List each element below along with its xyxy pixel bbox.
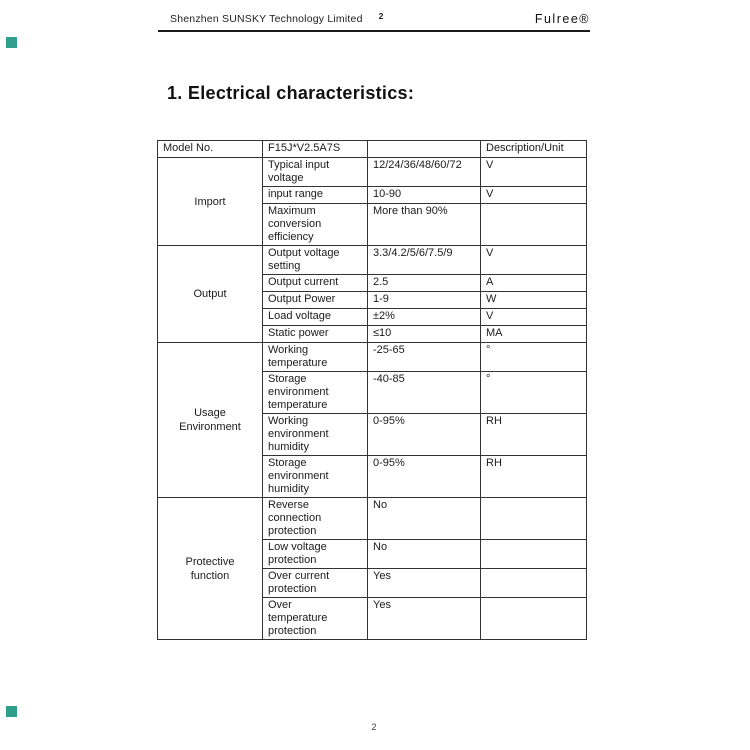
header-model-value: F15J*V2.5A7S (263, 141, 368, 158)
param-cell-static-power (263, 326, 368, 343)
param-label: Storage environment humidity (268, 457, 329, 495)
value-cell: 10-90 (368, 187, 481, 204)
unit-cell: V (481, 187, 587, 204)
value-cell: 0-95% (368, 456, 481, 498)
header-empty-cell (368, 141, 481, 158)
table-row (158, 498, 587, 540)
teal-marker-top-icon (6, 37, 17, 48)
header-model-no: Model No. (158, 141, 263, 158)
param-cell-storage-environment-temperature (263, 372, 368, 414)
param-cell-input-range (263, 187, 368, 204)
unit-cell: ° (481, 343, 587, 372)
unit-cell: V (481, 309, 587, 326)
value-cell: 2.5 (368, 275, 481, 292)
unit-cell: V (481, 246, 587, 275)
param-label: Over current protection (268, 570, 330, 595)
value-cell: Yes (368, 598, 481, 640)
param-cell-working-environment-humidity (263, 414, 368, 456)
param-cell-output-power (263, 292, 368, 309)
param-cell-over-current-protection (263, 569, 368, 598)
unit-cell: RH (481, 414, 587, 456)
unit-cell: RH (481, 456, 587, 498)
header-description-unit: Description/Unit (481, 141, 587, 158)
unit-cell: V (481, 158, 587, 187)
document-header (158, 13, 590, 32)
table-row (158, 343, 587, 372)
unit-cell: ° (481, 372, 587, 414)
param-cell-over-temperature-protection (263, 598, 368, 640)
param-cell-output-current (263, 275, 368, 292)
unit-cell: MA (481, 326, 587, 343)
param-cell-working-temperature (263, 343, 368, 372)
brand-name: Fulree® (534, 12, 590, 26)
value-cell: 1-9 (368, 292, 481, 309)
param-label: Output current (268, 276, 339, 288)
param-label: Reverse connection protection (268, 499, 322, 537)
group-cell-output: Output (158, 246, 263, 343)
document-footer (158, 722, 590, 732)
param-label: Over temperature protection (268, 599, 328, 637)
value-cell: ±2% (368, 309, 481, 326)
value-cell: ≤10 (368, 326, 481, 343)
param-label: Static power (268, 327, 329, 339)
value-cell: More than 90% (368, 204, 481, 246)
unit-cell (481, 569, 587, 598)
param-label: Maximum conversion efficiency (268, 205, 322, 243)
param-label: Typical input voltage (268, 159, 330, 184)
page-number: 2 (371, 722, 377, 732)
param-label: Output Power (268, 293, 336, 305)
param-label: input range (268, 188, 324, 200)
value-cell: Yes (368, 569, 481, 598)
section-title: 1. Electrical characteristics: (167, 83, 415, 103)
header-text-row (158, 13, 590, 26)
group-cell-protective-function: Protective function (158, 498, 263, 640)
param-cell-load-voltage (263, 309, 368, 326)
param-cell-typical-input-voltage (263, 158, 368, 187)
value-cell: 0-95% (368, 414, 481, 456)
unit-cell: A (481, 275, 587, 292)
value-cell: -25-65 (368, 343, 481, 372)
unit-cell (481, 498, 587, 540)
table-row (158, 158, 587, 187)
teal-marker-bottom-icon (6, 706, 17, 717)
param-cell-storage-environment-humidity (263, 456, 368, 498)
value-cell: No (368, 540, 481, 569)
param-label: Working temperature (268, 344, 328, 369)
group-cell-import: Import (158, 158, 263, 246)
param-cell-low-voltage-protection (263, 540, 368, 569)
table-row (158, 246, 587, 275)
group-cell-usage-environment: Usage Environment (158, 343, 263, 498)
electrical-characteristics-table (157, 140, 587, 640)
param-cell-output-voltage-setting (263, 246, 368, 275)
header-superscript: 2 (378, 11, 384, 21)
value-cell: -40-85 (368, 372, 481, 414)
unit-cell (481, 204, 587, 246)
param-label: Load voltage (268, 310, 331, 322)
param-cell-reverse-connection-protection (263, 498, 368, 540)
value-cell: 3.3/4.2/5/6/7.5/9 (368, 246, 481, 275)
company-name: Shenzhen SUNSKY Technology Limited (170, 13, 363, 25)
value-cell: 12/24/36/48/60/72 (368, 158, 481, 187)
value-cell: No (368, 498, 481, 540)
param-label: Working environment humidity (268, 415, 329, 453)
unit-cell: W (481, 292, 587, 309)
header-rule (158, 30, 590, 32)
table-header-row (158, 141, 587, 158)
unit-cell (481, 540, 587, 569)
unit-cell (481, 598, 587, 640)
param-label: Storage environment temperature (268, 373, 329, 411)
param-label: Output voltage setting (268, 247, 340, 272)
param-label: Low voltage protection (268, 541, 327, 566)
param-cell-maximum-conversion-efficiency (263, 204, 368, 246)
